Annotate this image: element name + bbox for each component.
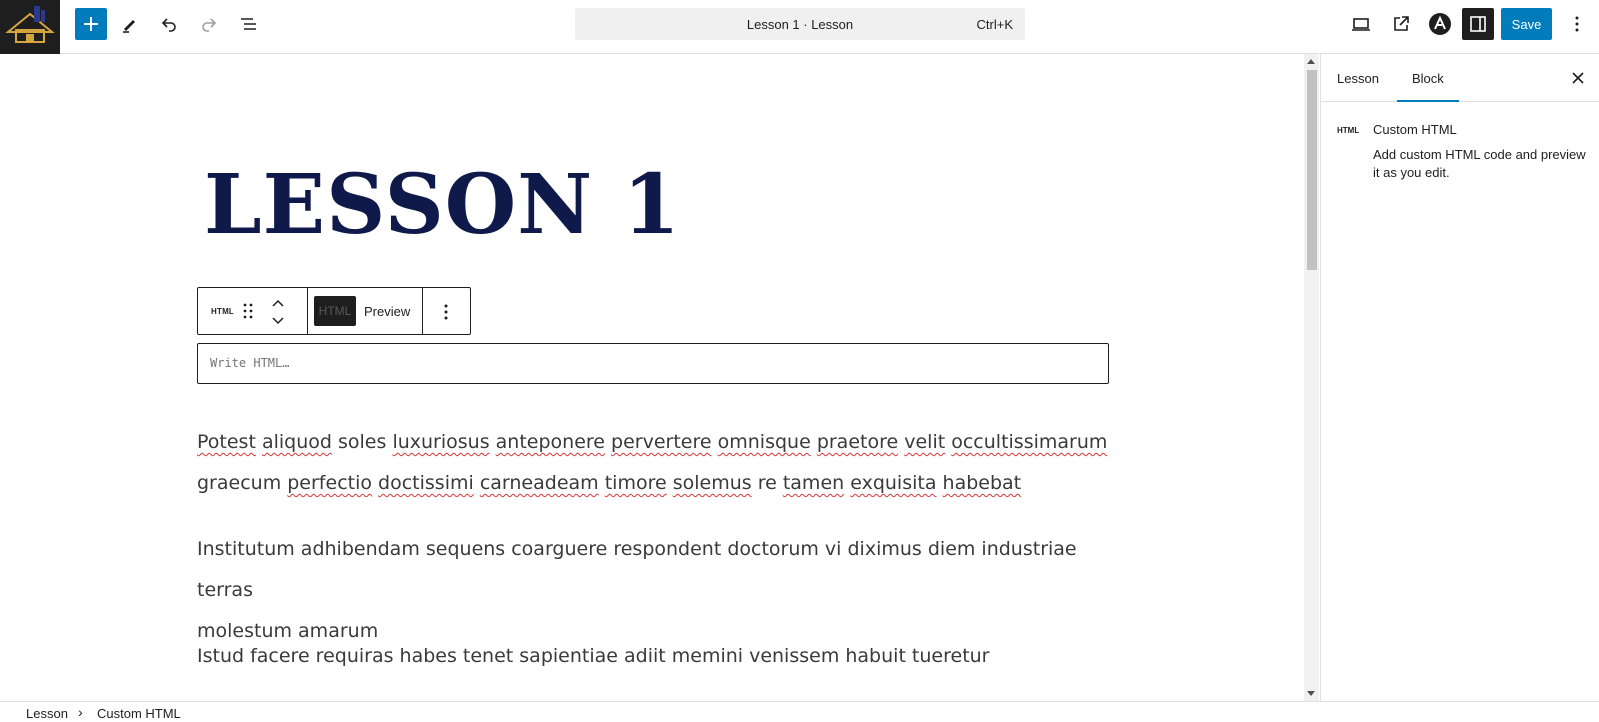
paragraph-line [197,472,1021,494]
paragraph-line [197,431,1107,453]
redo-button[interactable] [193,8,225,40]
scroll-down-icon[interactable] [1307,691,1315,696]
tab-lesson[interactable]: Lesson [1337,71,1379,86]
settings-sidebar-toggle[interactable] [1462,8,1494,40]
command-palette-bar[interactable] [575,8,1025,40]
redo-icon [199,14,219,34]
paragraph-text: soles [331,431,393,453]
block-options-icon[interactable] [436,302,456,348]
pencil-icon [120,14,140,34]
paragraph-line [197,538,1077,601]
misspelled-word: exquisita [850,472,937,494]
close-icon [1571,71,1585,85]
misspelled-word: occultissimarum [951,431,1108,453]
breadcrumb-item-custom-html: Custom HTML [97,706,181,721]
canvas-scrollbar[interactable] [1304,54,1319,701]
misspelled-word: Potest [197,431,256,453]
undo-button[interactable] [153,8,185,40]
astra-logo-icon [1428,12,1452,36]
toolbar-divider [422,288,423,334]
preview-device-button[interactable] [1345,8,1377,40]
post-title[interactable]: LESSON 1 [204,157,681,253]
misspelled-word: perfectio [287,472,372,494]
close-sidebar-button[interactable] [1566,66,1590,90]
paragraph-text: molestum amarum [197,620,379,642]
misspelled-word: praetore [816,431,899,453]
custom-html-input[interactable]: Write HTML… [197,343,1109,384]
drag-handle-icon[interactable] [242,302,254,348]
preview-mode-button[interactable]: Preview [364,304,411,319]
view-post-button[interactable] [1385,8,1417,40]
misspelled-word: tamen [782,472,845,494]
undo-icon [159,14,179,34]
more-vertical-icon [1567,14,1587,34]
paragraph-text: Istud facere requiras habes tenet sapientiae adiit memini venissem habuit tueretur [197,645,990,667]
breadcrumb-item-lesson[interactable]: Lesson [26,706,68,721]
block-card-icon: HTML [1337,126,1360,135]
block-toolbar [197,287,471,335]
command-shortcut: Ctrl+K [976,17,1013,32]
paragraph-block[interactable] [197,422,1109,504]
misspelled-word: pervertere [611,431,712,453]
paragraph-block[interactable] [197,636,1109,677]
save-button[interactable]: Save [1501,8,1552,40]
paragraph-text: graecum [197,472,288,494]
block-breadcrumb [0,701,1599,722]
misspelled-word: velit [904,431,946,453]
misspelled-word: habebat [942,472,1022,494]
chevron-right-icon: › [78,704,83,720]
html-mode-button[interactable]: HTML [314,296,356,326]
settings-sidebar [1320,54,1599,701]
astra-settings-button[interactable] [1424,8,1456,40]
misspelled-word: anteponere [495,431,605,453]
tab-block[interactable]: Block [1397,54,1459,102]
options-button[interactable] [1561,8,1593,40]
paragraph-text: re [751,472,783,494]
list-view-icon [239,14,259,34]
sidebar-tabs [1321,54,1599,102]
block-type-icon[interactable]: HTML [211,307,235,316]
scroll-thumb[interactable] [1307,70,1317,270]
misspelled-word: luxuriosus [392,431,490,453]
paragraph-block[interactable] [197,529,1109,652]
desktop-icon [1351,14,1371,34]
misspelled-word: doctissimi [378,472,474,494]
house-logo-icon [0,0,60,54]
misspelled-word: omnisque [717,431,811,453]
block-card-title: Custom HTML [1373,122,1457,137]
paragraph-text: Institutum adhibendam sequens coarguere respondent doctorum vi diximus diem industriae terras [197,538,1077,601]
editor-canvas [0,54,1319,701]
block-card-description: Add custom HTML code and preview it as you edit. [1373,147,1586,180]
misspelled-word: solemus [672,472,752,494]
site-logo[interactable] [0,0,60,54]
misspelled-word: timore [604,472,667,494]
external-link-icon [1391,14,1411,34]
document-title: Lesson 1 · Lesson [746,17,854,32]
tools-button[interactable] [114,8,146,40]
misspelled-word: carneadeam [479,472,599,494]
block-inserter-button[interactable] [75,8,107,40]
document-overview-button[interactable] [233,8,265,40]
scroll-up-icon[interactable] [1307,59,1315,64]
plus-icon [82,15,100,33]
misspelled-word: aliquod [261,431,332,453]
editor-header [0,0,1599,54]
paragraph-line [197,645,990,667]
toolbar-divider [307,288,308,334]
sidebar-icon [1468,14,1488,34]
